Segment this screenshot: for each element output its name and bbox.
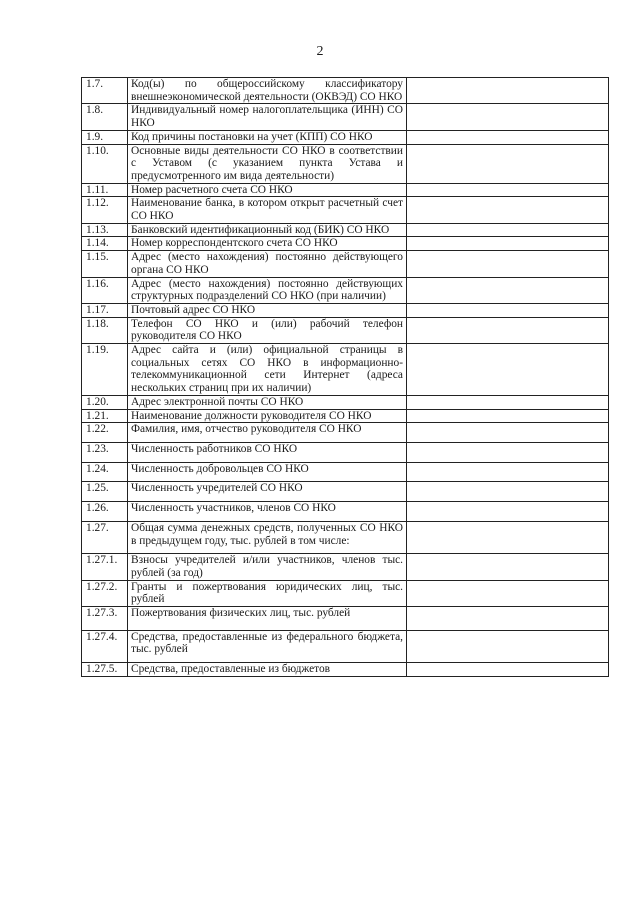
- row-value-cell[interactable]: [407, 197, 609, 223]
- row-value-cell[interactable]: [407, 502, 609, 522]
- row-number: 1.18.: [82, 317, 128, 343]
- row-description: Телефон СО НКО и (или) рабочий телефон руководителя СО НКО: [128, 317, 407, 343]
- table-row: [82, 395, 609, 409]
- row-number: 1.23.: [82, 442, 128, 462]
- table-row: [82, 630, 609, 662]
- table-row: [82, 607, 609, 631]
- row-number: 1.17.: [82, 303, 128, 317]
- table-row: [82, 580, 609, 606]
- row-number: 1.26.: [82, 502, 128, 522]
- row-description: Адрес (место нахождения) постоянно действующих структурных подразделений СО НКО (при наличии): [128, 277, 407, 303]
- row-number: 1.27.1.: [82, 554, 128, 580]
- row-value-cell[interactable]: [407, 409, 609, 423]
- row-number: 1.12.: [82, 197, 128, 223]
- table-row: [82, 78, 609, 104]
- row-description: Численность работников СО НКО: [128, 442, 407, 462]
- table-row: [82, 423, 609, 443]
- row-number: 1.27.5.: [82, 663, 128, 677]
- row-description: Пожертвования физических лиц, тыс. рублей: [128, 607, 407, 631]
- row-value-cell[interactable]: [407, 277, 609, 303]
- row-number: 1.14.: [82, 237, 128, 251]
- row-value-cell[interactable]: [407, 630, 609, 662]
- row-value-cell[interactable]: [407, 462, 609, 482]
- row-description: Фамилия, имя, отчество руководителя СО НКО: [128, 423, 407, 443]
- row-number: 1.27.4.: [82, 630, 128, 662]
- row-value-cell[interactable]: [407, 183, 609, 197]
- row-description: Адрес (место нахождения) постоянно действующего органа СО НКО: [128, 251, 407, 277]
- row-value-cell[interactable]: [407, 344, 609, 396]
- row-value-cell[interactable]: [407, 104, 609, 130]
- row-number: 1.27.: [82, 521, 128, 553]
- table-row: [82, 183, 609, 197]
- row-number: 1.22.: [82, 423, 128, 443]
- row-number: 1.11.: [82, 183, 128, 197]
- table-row: [82, 344, 609, 396]
- row-value-cell[interactable]: [407, 144, 609, 183]
- application-form-table: [81, 77, 609, 677]
- row-description: Основные виды деятельности СО НКО в соответствии с Уставом (с указанием пункта Устава и предусмотренного им вида деятельности): [128, 144, 407, 183]
- row-description: Общая сумма денежных средств, полученных СО НКО в предыдущем году, тыс. рублей в том числе:: [128, 521, 407, 553]
- row-description: Адрес сайта и (или) официальной страницы в социальных сетях СО НКО в информационно-телекоммуникационной сети Интернет (адреса нескольких страниц при их наличии): [128, 344, 407, 396]
- row-description: Банковский идентификационный код (БИК) СО НКО: [128, 223, 407, 237]
- row-description: Численность участников, членов СО НКО: [128, 502, 407, 522]
- row-number: 1.25.: [82, 482, 128, 502]
- table-row: [82, 197, 609, 223]
- table-row: [82, 144, 609, 183]
- row-value-cell[interactable]: [407, 395, 609, 409]
- row-number: 1.8.: [82, 104, 128, 130]
- row-number: 1.9.: [82, 130, 128, 144]
- row-value-cell[interactable]: [407, 237, 609, 251]
- table-row: [82, 663, 609, 677]
- row-value-cell[interactable]: [407, 482, 609, 502]
- table-row: [82, 554, 609, 580]
- row-description: Код(ы) по общероссийскому классификатору внешнеэкономической деятельности (ОКВЭД) СО НКО: [128, 78, 407, 104]
- row-description: Средства, предоставленные из бюджетов: [128, 663, 407, 677]
- row-number: 1.27.2.: [82, 580, 128, 606]
- table-row: [82, 462, 609, 482]
- table-row: [82, 130, 609, 144]
- row-value-cell[interactable]: [407, 580, 609, 606]
- row-description: Взносы учредителей и/или участников, членов тыс. рублей (за год): [128, 554, 407, 580]
- row-value-cell[interactable]: [407, 442, 609, 462]
- table-row: [82, 104, 609, 130]
- row-description: Номер корреспондентского счета СО НКО: [128, 237, 407, 251]
- row-value-cell[interactable]: [407, 423, 609, 443]
- row-value-cell[interactable]: [407, 223, 609, 237]
- table-row: [82, 409, 609, 423]
- table-row: [82, 442, 609, 462]
- table-row: [82, 277, 609, 303]
- row-number: 1.7.: [82, 78, 128, 104]
- page-number: 2: [316, 44, 324, 59]
- row-description: Численность учредителей СО НКО: [128, 482, 407, 502]
- row-description: Гранты и пожертвования юридических лиц, тыс. рублей: [128, 580, 407, 606]
- row-description: Адрес электронной почты СО НКО: [128, 395, 407, 409]
- row-description: Номер расчетного счета СО НКО: [128, 183, 407, 197]
- table-row: [82, 303, 609, 317]
- table-row: [82, 251, 609, 277]
- row-number: 1.19.: [82, 344, 128, 396]
- row-description: Наименование банка, в котором открыт расчетный счет СО НКО: [128, 197, 407, 223]
- table-row: [82, 237, 609, 251]
- row-number: 1.20.: [82, 395, 128, 409]
- row-number: 1.24.: [82, 462, 128, 482]
- row-description: Численность добровольцев СО НКО: [128, 462, 407, 482]
- row-number: 1.27.3.: [82, 607, 128, 631]
- row-number: 1.10.: [82, 144, 128, 183]
- row-description: Наименование должности руководителя СО НКО: [128, 409, 407, 423]
- row-value-cell[interactable]: [407, 303, 609, 317]
- row-description: Код причины постановки на учет (КПП) СО НКО: [128, 130, 407, 144]
- row-number: 1.15.: [82, 251, 128, 277]
- row-value-cell[interactable]: [407, 521, 609, 553]
- table-row: [82, 317, 609, 343]
- row-value-cell[interactable]: [407, 317, 609, 343]
- row-value-cell[interactable]: [407, 554, 609, 580]
- table-row: [82, 482, 609, 502]
- row-description: Почтовый адрес СО НКО: [128, 303, 407, 317]
- row-value-cell[interactable]: [407, 251, 609, 277]
- row-value-cell[interactable]: [407, 663, 609, 677]
- row-description: Средства, предоставленные из федерального бюджета, тыс. рублей: [128, 630, 407, 662]
- row-number: 1.16.: [82, 277, 128, 303]
- row-value-cell[interactable]: [407, 78, 609, 104]
- row-number: 1.13.: [82, 223, 128, 237]
- row-value-cell[interactable]: [407, 607, 609, 631]
- row-value-cell[interactable]: [407, 130, 609, 144]
- table-row: [82, 502, 609, 522]
- table-row: [82, 521, 609, 553]
- table-row: [82, 223, 609, 237]
- row-number: 1.21.: [82, 409, 128, 423]
- row-description: Индивидуальный номер налогоплательщика (ИНН) СО НКО: [128, 104, 407, 130]
